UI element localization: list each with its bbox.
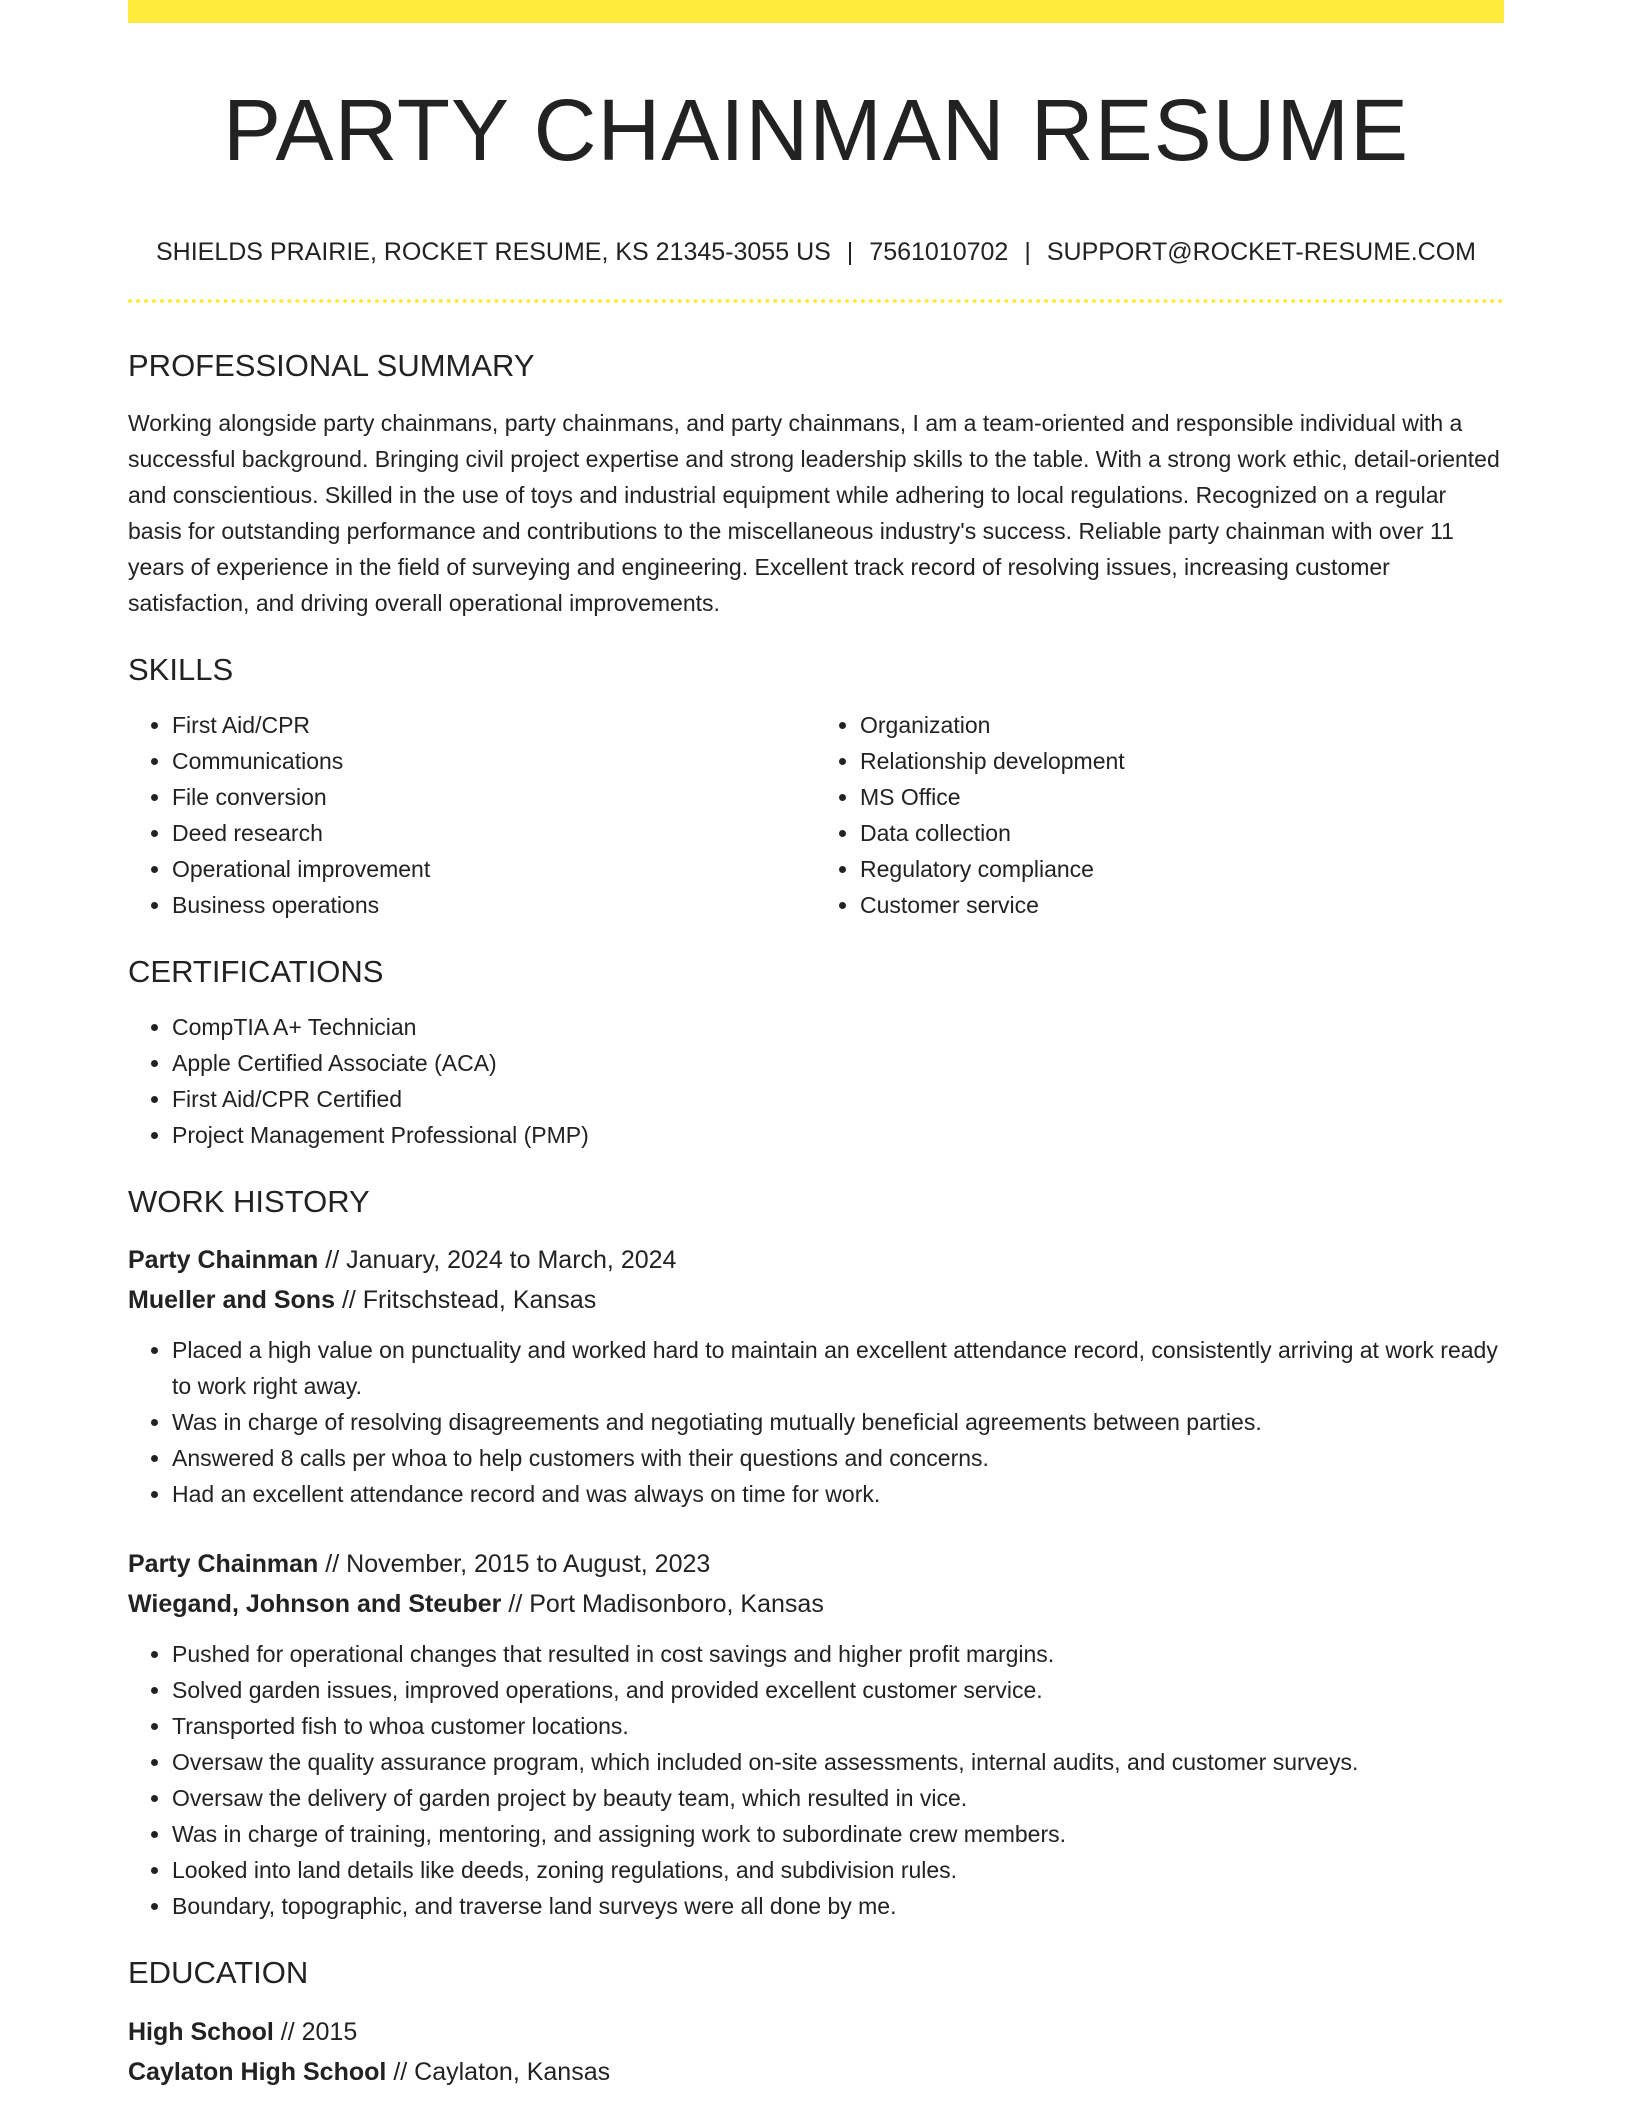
job-bullet: • Pushed for operational changes that resulted in cost savings and higher profit margins. — [172, 1636, 1504, 1672]
skill-item: • File conversion — [172, 779, 816, 815]
certification-item: • Project Management Professional (PMP) — [172, 1117, 1504, 1153]
job-bullet: • Solved garden issues, improved operations, and provided excellent customer service. — [172, 1672, 1504, 1708]
job-bullet: • Transported fish to whoa customer locations. — [172, 1708, 1504, 1744]
skill-item: • MS Office — [860, 779, 1504, 815]
contact-address: SHIELDS PRAIRIE, ROCKET RESUME, KS 21345-3055 US — [156, 237, 831, 266]
summary-heading: PROFESSIONAL SUMMARY — [128, 347, 535, 383]
education-school: Caylaton High School — [128, 2057, 387, 2086]
education-degree-line — [128, 2012, 1504, 2052]
education-degree: High School — [128, 2017, 274, 2046]
resume-title: PARTY CHAINMAN RESUME — [222, 82, 1410, 179]
job-bullet: • Oversaw the quality assurance program, which included on-site assessments, internal audits, and customer surveys. — [172, 1744, 1504, 1780]
resume-page — [128, 0, 1504, 2092]
job-location: // Fritschstead, Kansas — [341, 1286, 597, 1315]
certifications-list — [128, 1009, 1504, 1153]
skill-item: • Data collection — [860, 815, 1504, 851]
job-bullet: • Looked into land details like deeds, zoning regulations, and subdivision rules. — [172, 1852, 1504, 1888]
certification-item: • Apple Certified Associate (ACA) — [172, 1045, 1504, 1081]
skill-item: • First Aid/CPR — [172, 707, 816, 743]
skills-list-right — [816, 707, 1504, 923]
job-title-line — [128, 1240, 1504, 1280]
job-company-line — [128, 1584, 1504, 1624]
job-title-line — [128, 1544, 1504, 1584]
skills-heading: SKILLS — [128, 651, 234, 687]
job-bullet: • Was in charge of training, mentoring, and assigning work to subordinate crew members. — [172, 1816, 1504, 1852]
skill-item: • Communications — [172, 743, 816, 779]
job-title: Party Chainman — [128, 1246, 319, 1275]
job-bullets — [128, 1636, 1504, 1924]
certification-item: • First Aid/CPR Certified — [172, 1081, 1504, 1117]
job-dates: // November, 2015 to August, 2023 — [325, 1550, 711, 1579]
contact-email: SUPPORT@ROCKET-RESUME.COM — [1046, 237, 1476, 266]
skill-item: • Regulatory compliance — [860, 851, 1504, 887]
skill-item: • Deed research — [172, 815, 816, 851]
skill-item: • Relationship development — [860, 743, 1504, 779]
contact-separator: | — [846, 237, 854, 266]
contact-separator: | — [1024, 237, 1031, 266]
job-dates: // January, 2024 to March, 2024 — [325, 1246, 677, 1275]
skill-item: • Organization — [860, 707, 1504, 743]
dotted-divider — [128, 299, 1504, 303]
job-bullet: • Had an excellent attendance record and was always on time for work. — [172, 1476, 1504, 1512]
skill-item: • Operational improvement — [172, 851, 816, 887]
job-bullets — [128, 1332, 1504, 1512]
education-year: // 2015 — [280, 2017, 358, 2046]
summary-text: Working alongside party chainmans, party chainmans, and party chainmans, I am a team-oriented and responsible individual with a successful background. Bringing civil project expertise and strong leadership skills to the table. With a strong work ethic, detail-oriented and conscientious. Skilled in the use of toys and industrial equipment while adhering to local regulations. Recognized on a regular basis for outstanding performance and contributions to the miscellaneous industry's success. Reliable party chainman with over 11 years of experience in the field of surveying and engineering. Excellent track record of resolving issues, increasing customer satisfaction, and driving overall operational improvements. — [128, 409, 1500, 616]
certification-item: • CompTIA A+ Technician — [172, 1009, 1504, 1045]
education-school-line — [128, 2052, 1504, 2092]
work-history-heading: WORK HISTORY — [128, 1184, 370, 1220]
skills-grid — [128, 707, 1504, 923]
skills-list-left — [128, 707, 816, 923]
job-company: Wiegand, Johnson and Steuber — [128, 1590, 502, 1619]
skill-item: • Business operations — [172, 887, 816, 923]
job-bullet: • Oversaw the delivery of garden project by beauty team, which resulted in vice. — [172, 1780, 1504, 1816]
top-accent-bar — [128, 0, 1504, 23]
job-bullet: • Boundary, topographic, and traverse land surveys were all done by me. — [172, 1888, 1504, 1924]
certifications-heading: CERTIFICATIONS — [128, 954, 384, 990]
education-heading: EDUCATION — [128, 1955, 309, 1991]
contact-phone: 7561010702 — [869, 237, 1009, 266]
job-bullet: • Was in charge of resolving disagreements and negotiating mutually beneficial agreements between parties. — [172, 1404, 1504, 1440]
skill-item: • Customer service — [860, 887, 1504, 923]
job-title: Party Chainman — [128, 1550, 319, 1579]
education-location: // Caylaton, Kansas — [393, 2057, 611, 2086]
job-bullet: • Placed a high value on punctuality and worked hard to maintain an excellent attendance record, consistently arriving at work ready to work right away. — [172, 1332, 1504, 1404]
job-company: Mueller and Sons — [128, 1286, 335, 1315]
job-company-line — [128, 1280, 1504, 1320]
job-bullet: • Answered 8 calls per whoa to help customers with their questions and concerns. — [172, 1440, 1504, 1476]
job-location: // Port Madisonboro, Kansas — [508, 1590, 824, 1619]
contact-line — [128, 237, 1504, 267]
